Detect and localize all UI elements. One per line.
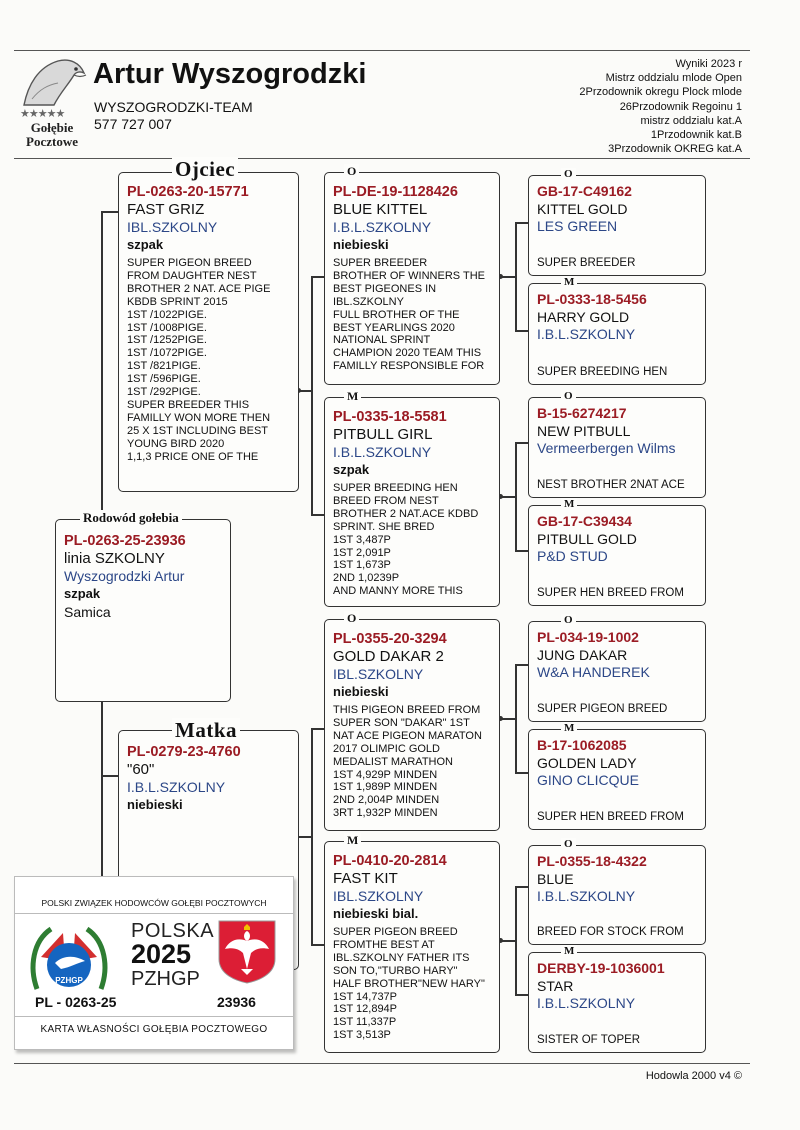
gg-label-1: O [561,168,576,180]
desc-line: BEST YEARLINGS 2020 [333,321,455,334]
gg-label-6: M [561,722,577,734]
fm-color: szpak [333,462,370,477]
gg-description: BREED FOR STOCK FROM [537,926,684,939]
mf-color: niebieski [333,684,389,699]
ownership-card [14,876,294,1050]
gg-ring-number: PL-034-19-1002 [537,629,639,645]
desc-line: SUPER PIGEON BREED [127,257,252,269]
gg-ring-number: B-15-6274217 [537,405,627,421]
gg-name: HARRY GOLD [537,309,630,325]
desc-line: 1ST 12,894P [333,1003,398,1016]
gg-breed: LES GREEN [537,218,618,234]
gg-label-8: M [561,945,577,957]
gg-breed: I.B.L.SZKOLNY [537,326,636,342]
gg-ring-number: PL-0355-18-4322 [537,853,647,869]
gg-name: NEW PITBULL [537,423,631,439]
desc-line: 1,1,3 PRICE ONE OF THE [127,450,259,463]
desc-line: 2ND 2,004P MINDEN [333,794,440,807]
gg-name: GOLDEN LADY [537,755,637,771]
logo-text-1: Gołębie [30,120,74,135]
logo-stars: ★★★★★ [20,107,65,120]
desc-line: BROTHER 2 NAT.ACE KDBD [333,507,479,520]
ff-label: O [344,164,359,179]
gg-breed: P&D STUD [537,548,608,564]
desc-line: KBDB SPRINT 2015 [127,295,228,308]
gg-name: JUNG DAKAR [537,647,628,663]
card-divider [15,1016,293,1017]
desc-line: NAT ACE PIGEON MARATON [333,729,482,742]
fm-description [333,482,491,598]
desc-line: 1ST /292PIGE. [127,386,201,399]
gg-breed: Vermeerbergen Wilms [537,440,676,456]
gg-name: BLUE [537,871,574,887]
desc-line: 25 X 1ST INCLUDING BEST [127,424,269,437]
software-footer: Hodowla 2000 v4 © [645,1070,742,1082]
connector-line [515,886,517,996]
father-description [127,257,290,464]
card-title: POLSKI ZWIĄZEK HODOWCÓW GOŁĘBI POCZTOWYCH [41,898,267,908]
card-ring-prefix: PL - 0263-25 [35,994,117,1010]
mm-color: niebieski bial. [333,906,419,921]
connector-line [101,775,119,777]
desc-line: CHAMPION 2020 TEAM THIS [333,347,482,360]
ff-box [324,172,500,385]
desc-line: 1ST 1,989P MINDEN [333,781,438,794]
gg-box-7 [528,845,706,945]
desc-line: SUPER BREEDER THIS [127,398,250,411]
desc-line: 1ST /1252PIGE. [127,334,207,347]
desc-line: SUPER BREEDING HEN [333,482,458,494]
result-line: 3Przodownik OKREG kat.A [608,143,742,156]
mother-color: niebieski [127,797,183,812]
pigeon-logo-icon [14,55,90,110]
card-divider [15,913,293,914]
gg-label-2: M [561,276,577,288]
gg-label-3: O [561,390,576,402]
desc-line: FAMILLY RESPONSIBLE FOR [333,360,485,373]
owner-name: Artur Wyszogrodzki [93,58,367,90]
gg-label-7: O [561,838,576,850]
desc-line: YOUNG BIRD 2020 [127,437,225,450]
result-line: Wyniki 2023 r [675,58,742,70]
ff-description [333,257,491,373]
fm-name: PITBULL GIRL [333,426,433,443]
connector-line [298,836,312,838]
gg-label-5: O [561,614,576,626]
fm-ring-number: PL-0335-18-5581 [333,409,447,425]
connector-line [101,702,103,878]
card-country: POLSKA [131,920,215,942]
gg-ring-number: PL-0333-18-5456 [537,291,647,307]
gg-breed: I.B.L.SZKOLNY [537,888,636,904]
desc-line: HALF BROTHER"NEW HARY" [333,977,485,990]
desc-line: 1ST /821PIGE. [127,360,201,373]
gg-description: NEST BROTHER 2NAT ACE [537,479,685,492]
ff-color: niebieski [333,237,389,252]
gg-description: SUPER HEN BREED FROM [537,587,684,600]
desc-line: 1ST /1072PIGE. [127,347,207,360]
desc-line: FULL BROTHER OF THE [333,308,460,321]
header-bottom-rule [14,158,750,159]
desc-line: SUPER PIGEON BREED [333,926,458,938]
polish-eagle-icon [217,919,277,985]
pedigree-label: Rodowód gołebia [80,510,182,526]
desc-line: 1ST 14,737P [333,990,398,1003]
mm-label: M [344,833,361,848]
desc-line: 1ST 11,337P [333,1016,397,1029]
desc-line: BREED FROM NEST [333,494,439,507]
card-footer: KARTA WŁASNOŚCI GOŁĘBIA POCZTOWEGO [40,1024,268,1035]
ff-ring-number: PL-DE-19-1128426 [333,184,458,200]
desc-line: IBL.SZKOLNY [333,295,404,308]
desc-line: MEDALIST MARATHON [333,755,453,768]
desc-line: 1ST 2,091P [333,546,391,559]
mm-description [333,926,491,1042]
desc-line: SUPER BREEDER [333,257,428,269]
ff-name: BLUE KITTEL [333,201,428,218]
desc-line: BEST PIGEONES IN [333,282,437,295]
gg-description: SUPER PIGEON BREED [537,703,668,716]
connector-line [515,664,517,774]
fm-breed: I.B.L.SZKOLNY [333,444,432,460]
mf-name: GOLD DAKAR 2 [333,648,444,665]
mf-description [333,704,491,820]
gg-box-2 [528,283,706,385]
pzhgp-emblem-icon [27,917,111,999]
mother-ring-number: PL-0279-23-4760 [127,744,241,760]
desc-line: SUPER SON "DAKAR" 1ST [333,716,470,729]
card-year: 2025 [131,939,192,969]
gg-ring-number: GB-17-C49162 [537,183,632,199]
father-label: Ojciec [172,157,238,182]
father-name: FAST GRIZ [127,201,205,218]
gg-ring-number: GB-17-C39434 [537,513,632,529]
desc-line: FROMTHE BEST AT [333,938,435,951]
gg-description: SISTER OF TOPER [537,1034,641,1047]
desc-line: IBL.SZKOLNY FATHER ITS [333,951,470,964]
gg-name: PITBULL GOLD [537,531,637,547]
result-line: 1Przodownik kat.B [650,129,742,142]
connector-line [101,211,119,213]
desc-line: 2ND 1,0239P [333,572,400,585]
desc-line: 1ST 4,929P MINDEN [333,768,438,781]
desc-line: SPRINT. SHE BRED [333,520,435,533]
desc-line: FAMILLY WON MORE THEN [127,411,271,424]
gg-box-8 [528,952,706,1053]
team-name: WYSZOGRODZKI-TEAM [94,99,253,115]
mother-breed: I.B.L.SZKOLNY [127,779,226,795]
result-line: mistrz oddzialu kat.A [640,114,742,127]
subject-ring-number: PL-0263-25-23936 [64,533,186,549]
mother-name: "60" [127,761,155,778]
gg-description: SUPER BREEDER [537,257,636,270]
desc-line: AND MANNY MORE THIS [333,585,463,598]
fm-label: M [344,389,361,404]
header-top-rule [14,50,750,51]
desc-line: 1ST 1,673P [333,559,391,572]
result-line: 26Przodownik Regoinu 1 [619,100,742,113]
gg-breed: I.B.L.SZKOLNY [537,995,636,1011]
connector-line [101,211,103,519]
gg-label-4: M [561,498,577,510]
gg-name: KITTEL GOLD [537,201,628,217]
gg-ring-number: DERBY-19-1036001 [537,960,665,976]
mf-box [324,619,500,831]
gg-box-3 [528,397,706,498]
result-line: Mistrz oddzialu mlode Open [605,72,742,85]
desc-line: FROM DAUGHTER NEST [127,269,257,282]
father-ring-number: PL-0263-20-15771 [127,184,249,200]
connector-line [515,442,517,552]
subject-line: linia SZKOLNY [64,550,165,567]
gg-box-5 [528,621,706,722]
desc-line: 1ST /596PIGE. [127,373,201,386]
gg-breed: GINO CLICQUE [537,772,639,788]
desc-line: 1ST /1022PIGE. [127,308,207,321]
mm-breed: IBL.SZKOLNY [333,888,424,904]
father-box [118,172,299,492]
results-list [579,57,742,156]
mm-box [324,841,500,1053]
ff-breed: I.B.L.SZKOLNY [333,219,432,235]
desc-line: 1ST /1008PIGE. [127,321,207,334]
desc-line: 3RT 1,932P MINDEN [333,807,438,820]
phone-number: 577 727 007 [94,116,172,132]
desc-line: 1ST 3,513P [333,1029,391,1042]
club-logo [14,55,90,150]
connector-line [311,728,313,946]
mf-ring-number: PL-0355-20-3294 [333,631,447,647]
footer-rule [14,1063,750,1064]
mother-label: Matka [172,718,240,743]
desc-line: NATIONAL SPRINT [333,334,431,347]
gg-description: SUPER HEN BREED FROM [537,811,684,824]
mf-breed: IBL.SZKOLNY [333,666,424,682]
mm-name: FAST KIT [333,870,398,887]
mf-label: O [344,611,359,626]
gg-ring-number: B-17-1062085 [537,737,627,753]
desc-line: BROTHER 2 NAT. ACE PIGE [127,282,271,295]
mm-ring-number: PL-0410-20-2814 [333,853,447,869]
subject-breeder: Wyszogrodzki Artur [64,568,185,584]
emblem-text: PZHGP [55,976,83,985]
card-org: PZHGP [131,968,200,990]
gg-breed: W&A HANDEREK [537,664,650,680]
connector-line [311,276,313,516]
fm-box [324,397,500,607]
subject-box [55,519,231,702]
gg-name: STAR [537,978,574,994]
gg-box-4 [528,505,706,606]
desc-line: 1ST 3,487P [333,533,391,546]
desc-line: BROTHER OF WINNERS THE [333,269,485,282]
connector-line [515,222,517,332]
desc-line: 2017 OLIMPIC GOLD [333,742,440,755]
gg-box-6 [528,729,706,830]
desc-line: SON TO,"TURBO HARY" [333,964,458,977]
father-breed: IBL.SZKOLNY [127,219,218,235]
desc-line: THIS PIGEON BREED FROM [333,704,481,716]
result-line: 2Przodownik okregu Plock mlode [579,86,742,99]
father-color: szpak [127,237,164,252]
subject-color: szpak [64,586,101,601]
logo-text-2: Pocztowe [26,134,78,149]
gg-description: SUPER BREEDING HEN [537,366,668,379]
gg-box-1 [528,175,706,276]
subject-sex: Samica [64,604,111,620]
card-ring-number: 23936 [217,994,256,1010]
